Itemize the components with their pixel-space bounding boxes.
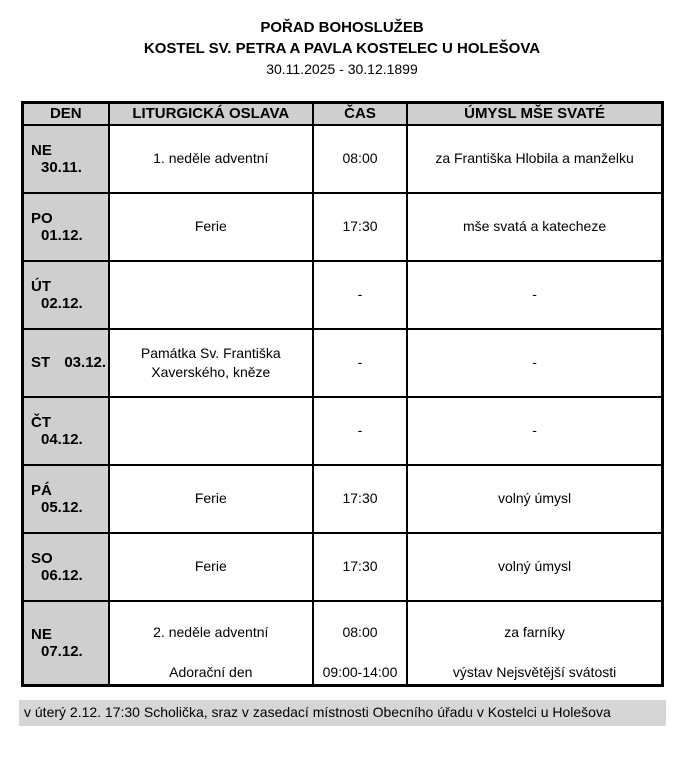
- table-row-po-0112: [23, 193, 663, 261]
- intention-line-1: za farníky: [504, 624, 565, 640]
- day-date: 01.12.: [41, 226, 83, 244]
- day-abbr: PÁ: [31, 481, 52, 499]
- celebration-cell: 1. neděle adventní: [109, 125, 313, 193]
- time-cell: -: [313, 329, 407, 397]
- table-row-so-0612: [23, 533, 663, 601]
- table-row-ct-0412: [23, 397, 663, 465]
- table-row-st-0312: [23, 329, 663, 397]
- date-range: 30.11.2025 - 30.12.1899: [266, 61, 418, 77]
- schedule-table: [21, 101, 664, 687]
- day-cell: [23, 193, 109, 261]
- day-abbr: ÚT: [31, 277, 51, 295]
- time-line-1: 08:00: [342, 624, 378, 640]
- time-cell: 17:30: [313, 533, 407, 601]
- table-row-ut-0212: [23, 261, 663, 329]
- time-cell: 17:30: [313, 465, 407, 533]
- day-date: 07.12.: [41, 642, 83, 660]
- celebration-line-1: 2. neděle adventní: [153, 624, 269, 640]
- intention-cell: za Františka Hlobila a manželku: [407, 125, 662, 193]
- day-abbr: NE: [31, 141, 52, 159]
- intention-cell: mše svatá a katecheze: [407, 193, 662, 261]
- day-abbr: ST: [31, 354, 51, 371]
- day-cell: [23, 261, 109, 329]
- intention-cell: volný úmysl: [407, 465, 662, 533]
- celebration-lines: [110, 602, 312, 684]
- church-name: KOSTEL SV. PETRA A PAVLA KOSTELEC U HOLEŠOVA: [143, 40, 541, 57]
- day-abbr: SO: [31, 549, 53, 567]
- footer-note: v úterý 2.12. 17:30 Scholička, sraz v zasedací místnosti Obecního úřadu v Kostelci u Holešova: [19, 700, 666, 726]
- column-header-liturgicka-oslava: LITURGICKÁ OSLAVA: [109, 103, 313, 125]
- day-cell: [23, 465, 109, 533]
- table-row-ne-3011: [23, 125, 663, 193]
- time-cell: -: [313, 261, 407, 329]
- intention-cell: volný úmysl: [407, 533, 662, 601]
- page-title: POŘAD BOHOSLUŽEB: [260, 19, 424, 36]
- day-abbr: PO: [31, 209, 53, 227]
- intention-line-2: výstav Nejsvětější svátosti: [452, 663, 617, 680]
- celebration-cell: Ferie: [109, 533, 313, 601]
- time-lines: [314, 602, 406, 684]
- day-cell: [23, 125, 109, 193]
- celebration-cell: Památka Sv. Františka Xaverského, kněze: [109, 329, 313, 397]
- time-line-2: 09:00-14:00: [322, 663, 398, 680]
- celebration-cell: [109, 261, 313, 329]
- time-cell: 17:30: [313, 193, 407, 261]
- table-row-ne-0712: [23, 601, 663, 686]
- day-date: 04.12.: [41, 430, 83, 448]
- time-cell: 08:00: [313, 125, 407, 193]
- day-abbr: ČT: [31, 413, 51, 431]
- day-cell: [23, 397, 109, 465]
- time-cell: [313, 601, 407, 686]
- column-header-umysl-mse-svate: ÚMYSL MŠE SVATÉ: [407, 103, 662, 125]
- day-date: 06.12.: [41, 566, 83, 584]
- time-cell: -: [313, 397, 407, 465]
- day-cell: [23, 533, 109, 601]
- celebration-cell: Ferie: [109, 465, 313, 533]
- day-date: 02.12.: [41, 294, 83, 312]
- celebration-cell: Ferie: [109, 193, 313, 261]
- intention-cell: -: [407, 261, 662, 329]
- day-cell: [23, 329, 109, 397]
- table-row-pa-0512: [23, 465, 663, 533]
- document-header: [0, 0, 684, 80]
- celebration-line-2: Adorační den: [169, 663, 253, 680]
- intention-lines: [408, 602, 661, 684]
- column-header-den: DEN: [23, 103, 109, 125]
- day-date: 30.11.: [41, 158, 82, 176]
- day-abbr: NE: [31, 625, 52, 643]
- day-date: 03.12.: [64, 354, 107, 371]
- day-cell: [23, 601, 109, 686]
- table-header-row: [23, 103, 663, 125]
- celebration-cell: [109, 397, 313, 465]
- day-date: 05.12.: [41, 498, 83, 516]
- intention-cell: -: [407, 397, 662, 465]
- celebration-cell: [109, 601, 313, 686]
- intention-cell: -: [407, 329, 662, 397]
- intention-cell: [407, 601, 662, 686]
- column-header-cas: ČAS: [313, 103, 407, 125]
